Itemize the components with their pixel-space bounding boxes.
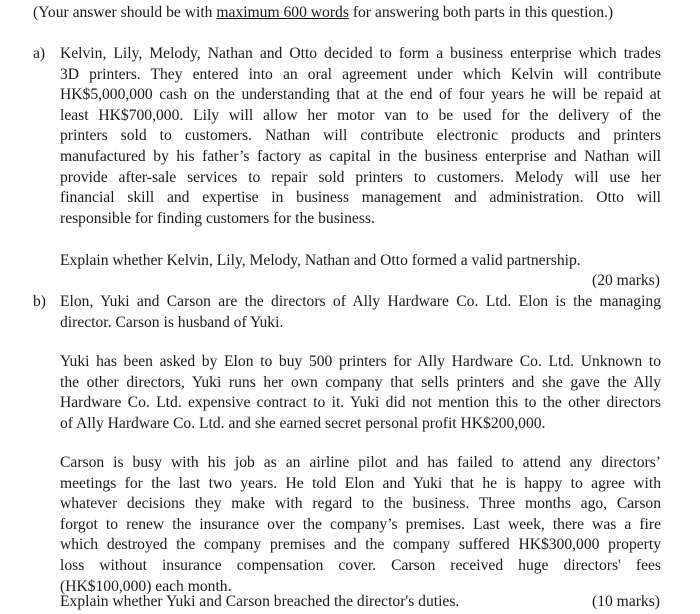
part-a-label: a)	[33, 45, 46, 62]
word-limit-emphasis: maximum 600 words	[216, 4, 349, 21]
part-a-line: Kelvin, Lily, Melody, Nathan and Otto decided to form a business enterprise which trades	[60, 45, 661, 62]
part-b-line: loss without insurance compensation cover. Carson received huge directors' fees	[60, 557, 661, 574]
part-b-line: forgot to renew the insurance over the company’s premises. Last week, there was a fire	[60, 515, 661, 533]
part-a-line: provide after-sale services to repair sold printers to customers. Melody will use her	[60, 168, 661, 186]
part-b-line: which destroyed the company premises and the company suffered HK$300,000 property	[60, 536, 661, 554]
part-b-marks: (10 marks)	[592, 593, 660, 610]
part-b-line: meetings for the last two years. He told Elon and Yuki that he is happy to agree with	[60, 474, 661, 492]
part-a-question: Explain whether Kelvin, Lily, Melody, Nathan and Otto formed a valid partnership.	[60, 252, 581, 269]
part-a-line: printers sold to customers. Nathan will contribute electronic products and printers	[60, 127, 661, 145]
part-b-line: Hardware Co. Ltd. expensive contract to it. Yuki did not mention this to the other directors	[60, 394, 661, 412]
part-a-line: least HK$700,000. Lily will allow her motor van to be used for the delivery of the	[60, 106, 661, 124]
part-b-label: b)	[33, 293, 46, 310]
part-b-line: of Ally Hardware Co. Ltd. and she earned secret personal profit HK$200,000.	[60, 414, 546, 432]
part-a-line: 3D printers. They entered into an oral agreement under which Kelvin will contribute	[60, 65, 661, 83]
part-b-line: Carson is busy with his job as an airline pilot and has failed to attend any directors’	[60, 454, 661, 471]
part-b-intro-line: Elon, Yuki and Carson are the directors of Ally Hardware Co. Ltd. Elon is the managing	[60, 293, 661, 310]
part-b-question: Explain whether Yuki and Carson breached the director's duties.	[60, 593, 460, 610]
part-b-line: whatever decisions they make with regard to the business. Three months ago, Carson	[60, 495, 661, 513]
part-b-intro-line: director. Carson is husband of Yuki.	[60, 313, 284, 331]
part-a-line: responsible for finding customers for the business.	[60, 209, 375, 227]
part-b-line: (HK$100,000) each month.	[60, 577, 232, 595]
part-a-line: HK$5,000,000 cash on the understanding that at the end of four years he will be repaid at	[60, 86, 661, 104]
part-b-line: the other directors, Yuki runs her own company that sells printers and she gave the Ally	[60, 373, 661, 391]
part-a-marks: (20 marks)	[592, 272, 660, 289]
word-limit-note: (Your answer should be with maximum 600 words for answering both parts in this question.)	[33, 4, 614, 21]
part-a-line: financial skill and expertise in business management and administration. Otto will	[60, 189, 661, 207]
part-a-line: manufactured by his father’s factory as capital in the business enterprise and Nathan will	[60, 148, 661, 165]
part-b-line: Yuki has been asked by Elon to buy 500 printers for Ally Hardware Co. Ltd. Unknown to	[60, 353, 661, 370]
